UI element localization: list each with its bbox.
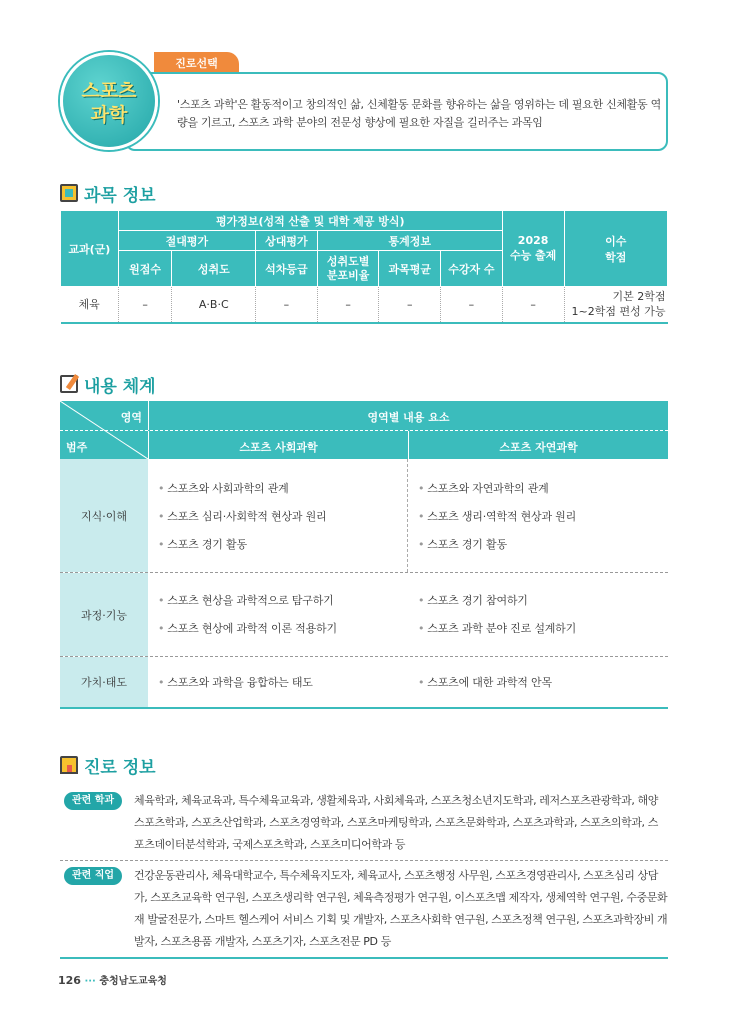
career-job-row xyxy=(60,861,668,957)
page-number: 126 xyxy=(58,974,81,987)
list-item: • 스포츠 경기 활동 xyxy=(418,531,668,559)
content-title: 내용 체계 xyxy=(84,376,156,397)
cell-achievement: A·B·C xyxy=(172,287,256,323)
cell-raw: – xyxy=(118,287,172,323)
cell-suneung: – xyxy=(502,287,564,323)
list-item: • 스포츠와 사회과학의 관계 xyxy=(158,475,407,503)
table-row xyxy=(61,287,668,323)
cell-rank: – xyxy=(256,287,318,323)
cell-credits: 기본 2학점 1~2학점 편성 가능 xyxy=(564,287,667,323)
cell-count: – xyxy=(441,287,503,323)
list-item: • 스포츠 현상을 과학적으로 탐구하기 xyxy=(158,587,408,615)
header-relative: 상대평가 xyxy=(256,231,318,251)
category-process: 과정·기능 xyxy=(60,573,148,656)
knowledge-col2 xyxy=(408,459,668,572)
header-suneung: 2028 수능 출제 xyxy=(502,211,564,287)
table-row xyxy=(60,657,668,709)
content-table-subheader xyxy=(60,430,668,459)
list-item: • 스포츠와 자연과학의 관계 xyxy=(418,475,668,503)
job-badge: 관련 직업 xyxy=(64,867,122,885)
header-stats: 통계정보 xyxy=(317,231,502,251)
header-area-cell xyxy=(60,401,148,430)
value-col1 xyxy=(148,657,408,707)
header-elements: 영역별 내용 요소 xyxy=(148,401,668,430)
career-dept-row xyxy=(60,786,668,860)
job-text: 건강운동관리사, 체육대학교수, 특수체육지도자, 체육교사, 스포츠행정 사무원, 스포츠경영관리사, 스포츠심리 상담가, 스포츠교육학 연구원, 스포츠생리학 연구원, 체육측정평가 연구원, 이스포츠맵 제작자, 생체역학 연구원, 수중문화재 발굴전문가, 스마트 헬스케어 서비스 기획 및 개발자, 스포츠사회학 연구원, 스포츠정책 연구원, 스포츠과학장비 개발자, 스포츠용품 개발자, 스포츠기자, 스포츠전문 PD 등 xyxy=(134,869,668,948)
content-heading xyxy=(60,372,156,396)
header-count: 수강자 수 xyxy=(441,251,503,287)
list-item: • 스포츠 경기 활동 xyxy=(158,531,407,559)
content-table-header xyxy=(60,401,668,430)
knowledge-col1 xyxy=(148,459,408,572)
page-footer xyxy=(58,972,167,987)
career-section xyxy=(60,786,668,959)
career-title: 진로 정보 xyxy=(84,757,156,778)
header-credits: 이수 학점 xyxy=(564,211,667,287)
header-eval: 평가정보(성적 산출 및 대학 제공 방식) xyxy=(118,211,502,231)
content-table xyxy=(60,401,668,709)
process-col2 xyxy=(408,573,668,656)
dept-text: 체육학과, 체육교육과, 특수체육교육과, 생활체육과, 사회체육과, 스포츠청소년지도학과, 레저스포츠관광학과, 해양스포츠학과, 스포츠산업학과, 스포츠경영학과, 스포츠마케팅학과, 스포츠문화학과, 스포츠과학과, 스포츠의학과, 스포츠데이터분석학과, 국제스포츠학과, 스포츠미디어학과 등 xyxy=(134,794,658,851)
career-heading xyxy=(60,753,156,777)
value-col2 xyxy=(408,657,668,707)
header-raw: 원점수 xyxy=(118,251,172,287)
subject-info-heading xyxy=(60,181,156,205)
list-item: • 스포츠 과학 분야 진로 설계하기 xyxy=(418,615,668,643)
list-item: • 스포츠에 대한 과학적 안목 xyxy=(418,669,668,697)
course-type-tag: 진로선택 xyxy=(154,52,239,76)
book-icon xyxy=(60,184,78,202)
subject-info-title: 과목 정보 xyxy=(84,185,156,206)
subject-title: 스포츠 과학 xyxy=(81,80,137,126)
dept-badge: 관련 학과 xyxy=(64,792,122,810)
divider xyxy=(60,957,668,959)
category-knowledge: 지식·이해 xyxy=(60,459,148,572)
header-absolute: 절대평가 xyxy=(118,231,255,251)
subject-description: '스포츠 과학'은 활동적이고 창의적인 삶, 신체활동 문화를 향유하는 삶을 영위하는 데 필요한 신체활동 역량을 기르고, 스포츠 과학 분야의 전문성 향상에 필요한 자질을 길러주는 과목임 xyxy=(177,98,661,129)
list-item: • 스포츠 경기 참여하기 xyxy=(418,587,668,615)
cell-avg: – xyxy=(379,287,441,323)
list-item: • 스포츠와 과학을 융합하는 태도 xyxy=(158,669,408,697)
table-row xyxy=(60,459,668,573)
header-col1: 스포츠 사회과학 xyxy=(148,431,408,459)
footer-org: 충청남도교육청 xyxy=(99,976,167,987)
list-item: • 스포츠 생리·역학적 현상과 원리 xyxy=(418,503,668,531)
header-col2: 스포츠 자연과학 xyxy=(408,431,668,459)
header-achievement: 성취도 xyxy=(172,251,256,287)
description-box xyxy=(125,72,668,151)
header-rank: 석차등급 xyxy=(256,251,318,287)
header-area: 영역 xyxy=(120,411,142,424)
category-value: 가치·태도 xyxy=(60,657,148,707)
cell-dist: – xyxy=(317,287,379,323)
subject-info-table xyxy=(60,210,668,324)
list-item: • 스포츠 현상에 과학적 이론 적용하기 xyxy=(158,615,408,643)
process-col1 xyxy=(148,573,408,656)
pencil-note-icon xyxy=(60,375,78,393)
school-icon xyxy=(60,756,78,774)
table-row xyxy=(60,573,668,657)
cell-group: 체육 xyxy=(61,287,119,323)
header-dist: 성취도별 분포비율 xyxy=(317,251,379,287)
list-item: • 스포츠 심리·사회학적 현상과 원리 xyxy=(158,503,407,531)
footer-separator: ··· xyxy=(84,976,96,987)
header-avg: 과목평균 xyxy=(379,251,441,287)
header-category: 범주 xyxy=(66,441,88,454)
subject-badge xyxy=(60,52,158,150)
header-group: 교과(군) xyxy=(61,211,119,287)
